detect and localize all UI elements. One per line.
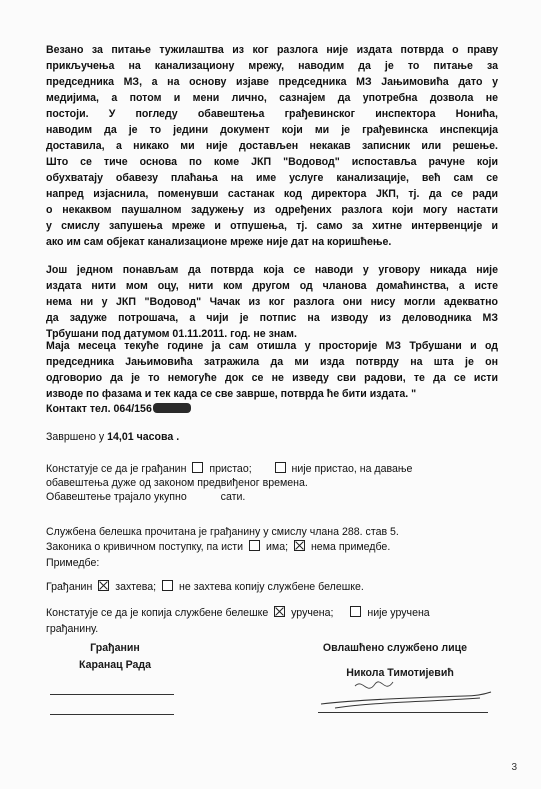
officer-handwritten-signature — [315, 672, 495, 712]
completed-line — [46, 430, 179, 444]
citizen-name: Каранац Рада — [78, 659, 152, 671]
page-number: 3 — [511, 762, 517, 773]
duration-unit: сати. — [220, 491, 246, 503]
text-line: медијима, а потом и мени лично, сазнајем да употребна дозвола не — [46, 92, 498, 104]
text-line: нема ни у ЈКП "Водовод" Чачак из ког разлога они нису могли адекватно — [46, 296, 498, 308]
copy-delivered-text: Констатује се да је копија службене белешке — [46, 607, 269, 619]
requests-copy-label: захтева; — [115, 581, 157, 593]
notice-line-2: обавештења дуже од законом предвиђеног времена. — [46, 477, 308, 489]
notice-text: Констатује се да је грађанин — [46, 463, 187, 475]
delivered-checkbox[interactable] — [274, 606, 285, 617]
text-line: Везано за питање тужилаштва из ког разлога није издата потврда о праву — [46, 44, 498, 56]
citizen-signature-line — [50, 694, 174, 695]
text-line: Што се тиче основа по коме ЈКП "Водовод" испоставља рачуне који — [46, 156, 498, 168]
not-agreed-label: није пристао, на давање — [291, 463, 413, 475]
no-remarks-checkbox[interactable] — [294, 540, 305, 551]
contact-line — [46, 402, 191, 416]
officer-title: Овлашћено службено лице — [322, 642, 468, 654]
paragraph-3 — [46, 338, 498, 402]
text-line: изводе по фазама и тек када се све заврше, потврда ће бити издата. " — [46, 388, 417, 400]
officer-signature-line — [318, 712, 488, 713]
note-read-line-1: Службена белешка прочитана је грађанину у смислу члана 288. став 5. — [46, 526, 399, 538]
paragraph-1 — [46, 42, 498, 250]
officer-signature-block — [310, 640, 480, 657]
text-line: одговорио да је то немогуће док се не изведу сви радови, те да се исти — [46, 372, 498, 384]
not-agreed-checkbox[interactable] — [275, 462, 286, 473]
text-line: Трбушани под датумом 01.11.2011. год. не знам. — [46, 328, 297, 340]
not-delivered-checkbox[interactable] — [350, 606, 361, 617]
delivered-label: уручена; — [291, 607, 334, 619]
text-line: ако им сам објекат канализационе мреже није дат на коришћење. — [46, 236, 392, 248]
not-delivered-label: није уручена — [367, 607, 430, 619]
completed-time: 14,01 часова . — [107, 431, 180, 443]
copy-delivered-line-1 — [46, 606, 430, 620]
notice-line-3 — [46, 490, 245, 504]
remarks-label: Примедбе: — [46, 557, 100, 569]
agreed-label: пристао; — [209, 463, 252, 475]
contact-label: Контакт тел. 064/156 — [46, 403, 152, 415]
copy-request-line — [46, 580, 364, 594]
text-line: Још једном понављам да потврда која се наводи у уговору никада није — [46, 264, 498, 276]
has-remarks-checkbox[interactable] — [249, 540, 260, 551]
text-line: издата нити мом оцу, нити ком другом од чланова домаћинства, а исте — [46, 280, 498, 292]
text-line: у смислу запушења мреже и отпушења, тј. само за хитне интервенције и — [46, 220, 498, 232]
no-copy-label: не захтева копију службене белешке. — [179, 581, 364, 593]
citizen-signature-block — [60, 640, 170, 674]
text-line: напред изјаснила, поменувши састанак код директора ЈКП, тј. да се ради — [46, 188, 498, 200]
requests-copy-checkbox[interactable] — [98, 580, 109, 591]
notice-line-1 — [46, 462, 412, 476]
has-remarks-label: има; — [266, 541, 289, 553]
text-line: Маја месеца текуће године ја сам отишла у просторије МЗ Трбушани и од — [46, 340, 498, 352]
paragraph-2 — [46, 262, 498, 342]
text-line: да задуже потрошача, а чији је потпис на изводу из деловодника МЗ — [46, 312, 498, 324]
note-read-line-2 — [46, 540, 390, 554]
text-line: прикључења на канализациону мрежу, наводим да је то питање за — [46, 60, 498, 72]
agreed-checkbox[interactable] — [192, 462, 203, 473]
copy-request-text: Грађанин — [46, 581, 93, 593]
no-copy-checkbox[interactable] — [162, 580, 173, 591]
note-read-text: Законика о кривичном поступку, па исти — [46, 541, 244, 553]
no-remarks-label: нема примедбе. — [310, 541, 391, 553]
text-line: наводим да је то једини документ који ми је грађевинска инспекција — [46, 124, 498, 136]
officer-name: Никола Тимотијевић — [346, 667, 454, 679]
redaction-mark — [153, 403, 191, 413]
copy-delivered-line-2: грађанину. — [46, 623, 99, 635]
text-line: о некаквом паушалном задужењу из одређених разлога који могу настати — [46, 204, 498, 216]
text-line: председника МЗ, а на основу изјаве председника МЗ Јањимовића дато у — [46, 76, 498, 88]
citizen-signature-line-2 — [50, 714, 174, 715]
text-line: доставила, а никако ми није достављен некакав записник или решење. — [46, 140, 498, 152]
completed-prefix: Завршено у — [46, 431, 108, 443]
text-line: председника Јањимовића затражила да ми изда потврду на шта је он — [46, 356, 498, 368]
duration-label: Обавештење трајало укупно — [46, 491, 187, 503]
text-line: постоји. У погледу обавештења грађевинског инспектора Нонића, — [46, 108, 498, 120]
text-line: обухватају обавезу плаћања на име услуге канализације, већ сам се — [46, 172, 498, 184]
citizen-title: Грађанин — [90, 642, 140, 654]
